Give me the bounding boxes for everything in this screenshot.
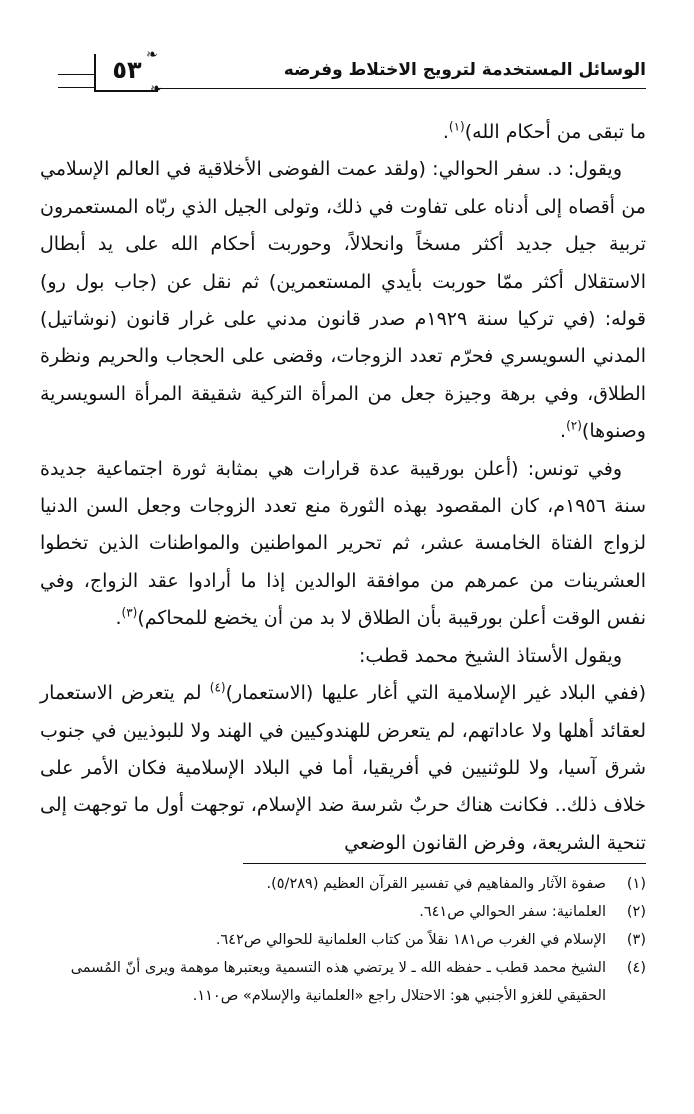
paragraph-tail: .	[115, 607, 122, 630]
header-rule	[156, 88, 646, 89]
fleuron-ornament-icon: ❧	[150, 81, 162, 97]
paragraph-text: (ففي البلاد غير الإسلامية التي أغار عليها (الاستعمار)	[225, 682, 647, 705]
header-double-rule	[58, 74, 94, 88]
body-text	[40, 114, 646, 862]
footnote-number: (٤)	[626, 960, 646, 976]
footnote	[40, 870, 646, 898]
running-title: الوسائل المستخدمة لترويج الاختلاط وفرضه	[283, 60, 646, 80]
footnote-text: صفوة الآثار والمفاهيم في تفسير القرآن العظيم (٥/٢٨٩).	[266, 876, 606, 892]
paragraph	[40, 151, 646, 450]
paragraph-tail: .	[560, 420, 567, 443]
paragraph	[40, 114, 646, 151]
footnote-text: الإسلام في الغرب ص١٨١ نقلاً من كتاب العلمانية للحوالي ص٦٤٢.	[215, 932, 606, 948]
paragraph	[40, 675, 646, 862]
footnote-number: (٣)	[626, 932, 646, 948]
footnotes	[40, 870, 646, 1010]
paragraph	[40, 638, 646, 675]
footnote-mark: (١)	[448, 119, 465, 134]
paragraph-text: وفي تونس: (أعلن بورقيبة عدة قرارات هي بمثابة ثورة اجتماعية جديدة سنة ١٩٥٦م، كان المقصود بهذه الثورة منع تعدد الزوجات وجعل السن الدنيا لزواج الفتاة الخامسة عشر، ثم تحرير المواطنين والمواطنات الذين تخطوا العشرينات من عمرهم من موافقة الوالدين إذا ما أرادوا عقد الزواج، وفي نفس الوقت أعلن بورقيبة بأن الطلاق لا بد من أن يخضع للمحاكم)	[40, 457, 646, 630]
paragraph	[40, 451, 646, 638]
paragraph-text: ويقول: د. سفر الحوالي: (ولقد عمت الفوضى الأخلاقية في العالم الإسلامي من أقصاه إلى أدناه على تفاوت في ذلك، وتولى الجيل الذي ربّاه المستعمرون تربية جيل جديد أكثر مسخاً وانحلالاً، وحوربت أحكام الله على يد أبطال الاستقلال أكثر ممّا حوربت بأيدي المستعمرين) ثم نقل عن (جاب بول رو) قوله: (في تركيا سنة ١٩٢٩م صدر قانون مدني على غرار قانون (نوشاتيل) المدني السويسري فحرّم تعدد الزوجات، وقضى على الحجاب والحريم ونظرة الطلاق، وفي برهة وجيزة جعل من المرأة التركية شقيقة المرأة السويسرية وصنوها)	[40, 158, 646, 443]
paragraph-tail: .	[442, 121, 449, 143]
paragraph-text: ما تبقى من أحكام الله)	[464, 121, 646, 143]
page-number: ٥٣	[112, 56, 142, 84]
footnote-number: (١)	[626, 876, 646, 892]
footnote-text: الشيخ محمد قطب ـ حفظه الله ـ لا يرتضي هذه التسمية ويعتبرها موهمة ويرى أنّ المُسمى الحقيقي للغزو الأجنبي هو: الاحتلال راجع «العلمانية والإسلام» ص١١٠.	[70, 960, 606, 1004]
footnote-number: (٢)	[626, 904, 646, 920]
footnote-mark: (٤)	[209, 680, 226, 695]
page-header	[58, 47, 646, 100]
footnote-mark: (٢)	[566, 418, 582, 433]
paragraph-text: ويقول الأستاذ الشيخ محمد قطب:	[358, 644, 622, 667]
footnote-mark: (٣)	[121, 605, 138, 620]
fleuron-ornament-icon: ❧	[146, 47, 158, 63]
footnote	[40, 898, 646, 926]
footnote-text: العلمانية: سفر الحوالي ص٦٤١.	[419, 904, 606, 920]
footnote	[40, 926, 646, 954]
footnote-rule	[243, 863, 646, 864]
footnote	[40, 954, 646, 1010]
paragraph-tail: لم يتعرض الاستعمار لعقائد أهلها ولا عاداتهم، لم يتعرض للهندوكيين في الهند ولا للبوذيين في جنوب شرق آسيا، ولا للوثنيين في أفريقيا، أما في البلاد الإسلامية فكان الأمر على خلاف ذلك.. فكانت هناك حربٌ شرسة ضد الإسلام، توجهت أول ما توجهت إلى تنحية الشريعة، وفرض القانون الوضعي	[40, 682, 646, 854]
